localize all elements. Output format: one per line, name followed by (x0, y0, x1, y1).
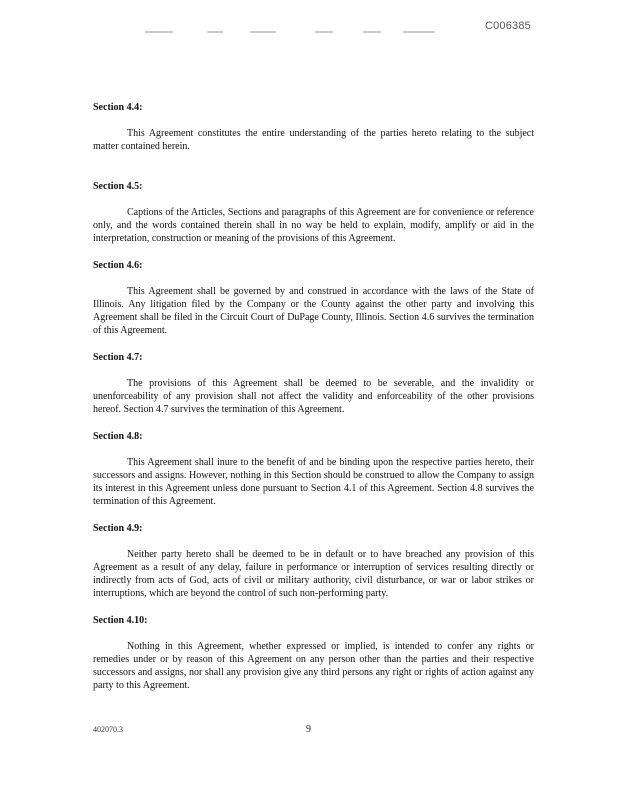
section-4-6 (93, 259, 534, 337)
section-heading: Section 4.8: (93, 431, 143, 442)
section-heading: Section 4.9: (93, 523, 143, 534)
faint-mark (145, 31, 173, 33)
section-body: Captions of the Articles, Sections and paragraphs of this Agreement are for convenience or reference only, and the words contained therein shall in no way be held to explain, modify, amplify or aid in the interpretation, construction or meaning of the provisions of this Agreement. (93, 207, 534, 244)
document-id: C006385 (484, 20, 531, 32)
section-body: This Agreement constitutes the entire understanding of the parties hereto relating to the subject matter contained herein. (93, 128, 534, 152)
document-body (93, 101, 534, 692)
section-4-7 (93, 351, 534, 416)
section-heading: Section 4.4: (93, 102, 143, 113)
faint-mark (207, 31, 223, 33)
section-4-9 (93, 522, 534, 600)
faint-mark (363, 31, 381, 33)
section-body: Neither party hereto shall be deemed to be in default or to have breached any provision of this Agreement as a result of any delay, failure in performance or interruption of services resulting directly or indirectly from acts of God, acts of civil or military authority, civil disturbance, or war or labor strikes or interruptions, which are beyond the control of such non-performing party. (93, 549, 534, 599)
page-number: 9 (306, 724, 311, 735)
faint-mark (403, 31, 435, 33)
faint-mark (315, 31, 333, 33)
section-heading: Section 4.7: (93, 352, 143, 363)
page-header (0, 0, 618, 40)
section-4-10 (93, 614, 534, 692)
section-body: Nothing in this Agreement, whether expressed or implied, is intended to confer any rights or remedies under or by reason of this Agreement on any person other than the parties and their respective successors and assigns, nor shall any provision give any third persons any right or rights of action against any party to this Agreement. (93, 641, 534, 691)
section-heading: Section 4.6: (93, 260, 143, 271)
faint-header-marks (145, 31, 445, 37)
section-body: The provisions of this Agreement shall be deemed to be severable, and the invalidity or unenforceability of any provision shall not affect the validity and enforceability of the other provisions hereof. Section 4.7 survives the termination of this Agreement. (93, 378, 534, 415)
section-body: This Agreement shall inure to the benefit of and be binding upon the respective parties hereto, their successors and assigns. However, nothing in this Section should be construed to allow the Company to assign its interest in this Agreement unless done pursuant to Section 4.1 of this Agreement. Section 4.8 survives the termination of this Agreement. (93, 457, 534, 507)
section-4-8 (93, 430, 534, 508)
section-body: This Agreement shall be governed by and construed in accordance with the laws of the State of Illinois. Any litigation filed by the Company or the County against the other party and involving this Agreement shall be filed in the Circuit Court of DuPage County, Illinois. Section 4.6 survives the termination of this Agreement. (93, 286, 534, 336)
faint-mark (250, 31, 276, 33)
footer-doc-ref: 402070.3 (93, 725, 123, 734)
section-heading: Section 4.5: (93, 181, 143, 192)
section-4-4 (93, 101, 534, 153)
section-4-5 (93, 180, 534, 245)
section-heading: Section 4.10: (93, 615, 148, 626)
